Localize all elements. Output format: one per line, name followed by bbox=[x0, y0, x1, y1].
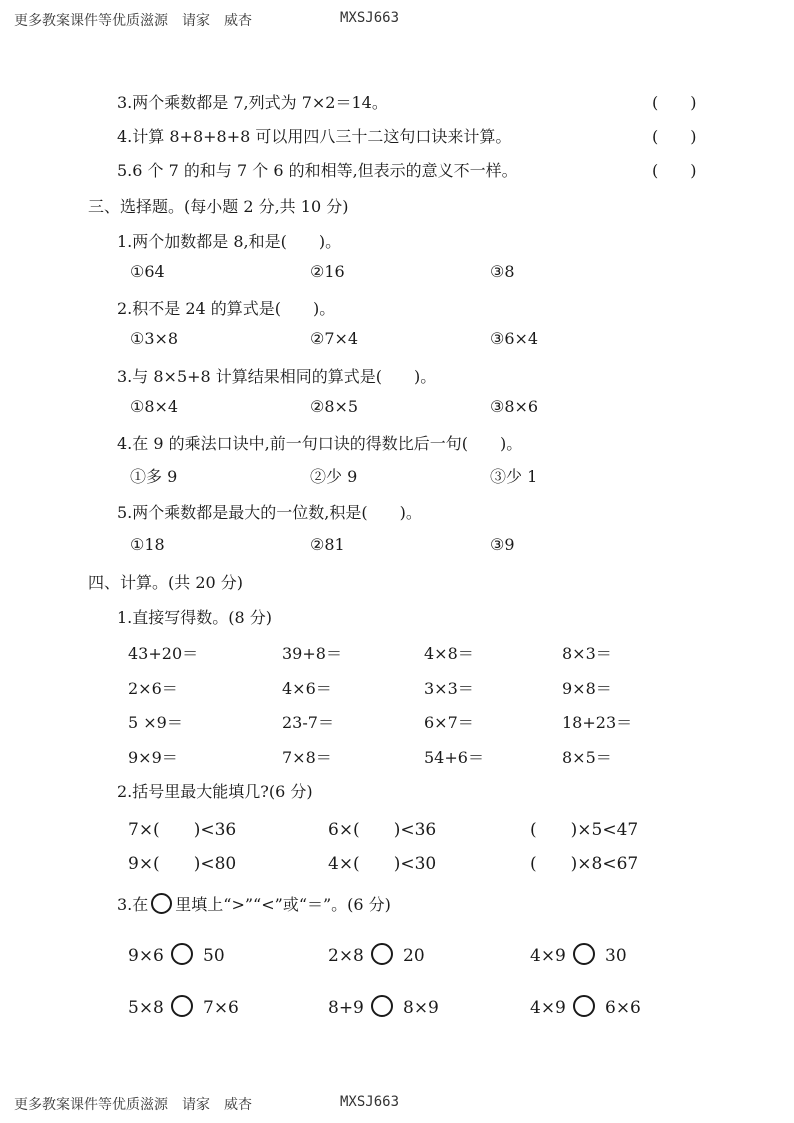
compare-circle[interactable] bbox=[171, 995, 193, 1017]
calc-cell[interactable]: 7×8＝ bbox=[282, 748, 332, 767]
compare-circle[interactable] bbox=[573, 943, 595, 965]
compare-circle[interactable] bbox=[171, 943, 193, 965]
calc-cell[interactable]: 43+20＝ bbox=[128, 644, 199, 663]
choice-1-option-2[interactable]: ②16 bbox=[310, 262, 345, 281]
choice-question-1: 1.两个加数都是 8,和是( )。 bbox=[117, 232, 342, 251]
calc-cell[interactable]: 6×7＝ bbox=[424, 713, 474, 732]
choice-4-option-2[interactable]: ②少 9 bbox=[310, 467, 358, 486]
calc-cell[interactable]: 2×6＝ bbox=[128, 679, 178, 698]
compare-right: 20 bbox=[403, 946, 425, 966]
choice-question-4: 4.在 9 的乘法口诀中,前一句口诀的得数比后一句( )。 bbox=[117, 434, 523, 453]
choice-3-option-3[interactable]: ③8×6 bbox=[490, 397, 539, 416]
section-title-calc: 四、计算。(共 20 分) bbox=[88, 573, 244, 592]
fill-blank-item[interactable]: 7×( )<36 bbox=[128, 820, 237, 840]
choice-question-3: 3.与 8×5+8 计算结果相同的算式是( )。 bbox=[117, 367, 437, 386]
choice-2-option-2[interactable]: ②7×4 bbox=[310, 329, 359, 348]
compare-left: 4×9 bbox=[530, 998, 566, 1018]
calc-cell[interactable]: 5 ×9＝ bbox=[128, 713, 183, 732]
compare-left: 5×8 bbox=[128, 998, 164, 1018]
calc-part2-title: 2.括号里最大能填几?(6 分) bbox=[117, 782, 313, 801]
footer-text: 更多教案课件等优质滋源 请家 威杏 bbox=[14, 1097, 252, 1113]
header-text: 更多教案课件等优质滋源 请家 威杏 bbox=[14, 13, 252, 29]
compare-left: 8+9 bbox=[328, 998, 364, 1018]
compare-right: 6×6 bbox=[605, 998, 641, 1018]
compare-circle[interactable] bbox=[573, 995, 595, 1017]
calc-cell[interactable]: 8×5＝ bbox=[562, 748, 612, 767]
compare-right: 7×6 bbox=[203, 998, 239, 1018]
judge-answer-3[interactable]: ( ) bbox=[652, 93, 697, 112]
choice-5-option-1[interactable]: ①18 bbox=[130, 535, 165, 554]
fill-blank-item[interactable]: ( )×8<67 bbox=[530, 854, 639, 874]
calc-cell[interactable]: 23-7＝ bbox=[282, 713, 334, 732]
choice-question-5: 5.两个乘数都是最大的一位数,积是( )。 bbox=[117, 503, 422, 522]
calc-cell[interactable]: 54+6＝ bbox=[424, 748, 484, 767]
part3-title-after: 里填上“>”“<”或“＝”。(6 分) bbox=[175, 895, 391, 914]
calc-cell[interactable]: 4×6＝ bbox=[282, 679, 332, 698]
choice-3-option-1[interactable]: ①8×4 bbox=[130, 397, 179, 416]
fill-blank-item[interactable]: ( )×5<47 bbox=[530, 820, 639, 840]
choice-question-2: 2.积不是 24 的算式是( )。 bbox=[117, 299, 336, 318]
calc-cell[interactable]: 9×8＝ bbox=[562, 679, 612, 698]
judge-answer-4[interactable]: ( ) bbox=[652, 127, 697, 146]
header-code: MXSJ663 bbox=[340, 10, 400, 26]
judge-item-5: 5.6 个 7 的和与 7 个 6 的和相等,但表示的意义不一样。 bbox=[117, 161, 518, 180]
choice-1-option-3[interactable]: ③8 bbox=[490, 262, 515, 281]
choice-5-option-2[interactable]: ②81 bbox=[310, 535, 345, 554]
choice-2-option-1[interactable]: ①3×8 bbox=[130, 329, 179, 348]
section-title-choice: 三、选择题。(每小题 2 分,共 10 分) bbox=[88, 197, 349, 216]
compare-right: 30 bbox=[605, 946, 627, 966]
choice-3-option-2[interactable]: ②8×5 bbox=[310, 397, 359, 416]
calc-cell[interactable]: 18+23＝ bbox=[562, 713, 633, 732]
circle-icon bbox=[151, 893, 172, 914]
footer-code: MXSJ663 bbox=[340, 1094, 400, 1110]
compare-circle[interactable] bbox=[371, 995, 393, 1017]
judge-answer-5[interactable]: ( ) bbox=[652, 161, 697, 180]
calc-cell[interactable]: 4×8＝ bbox=[424, 644, 474, 663]
fill-blank-item[interactable]: 4×( )<30 bbox=[328, 854, 437, 874]
calc-cell[interactable]: 9×9＝ bbox=[128, 748, 178, 767]
choice-4-option-3[interactable]: ③少 1 bbox=[490, 467, 538, 486]
calc-cell[interactable]: 39+8＝ bbox=[282, 644, 342, 663]
compare-left: 2×8 bbox=[328, 946, 364, 966]
part3-title-before: 3.在 bbox=[117, 895, 149, 914]
judge-item-4: 4.计算 8+8+8+8 可以用四八三十二这句口诀来计算。 bbox=[117, 127, 512, 146]
judge-item-3: 3.两个乘数都是 7,列式为 7×2＝14。 bbox=[117, 93, 388, 112]
choice-2-option-3[interactable]: ③6×4 bbox=[490, 329, 539, 348]
fill-blank-item[interactable]: 6×( )<36 bbox=[328, 820, 437, 840]
compare-right: 50 bbox=[203, 946, 225, 966]
choice-4-option-1[interactable]: ①多 9 bbox=[130, 467, 178, 486]
compare-right: 8×9 bbox=[403, 998, 439, 1018]
calc-cell[interactable]: 8×3＝ bbox=[562, 644, 612, 663]
compare-left: 4×9 bbox=[530, 946, 566, 966]
compare-circle[interactable] bbox=[371, 943, 393, 965]
choice-1-option-1[interactable]: ①64 bbox=[130, 262, 165, 281]
calc-part1-title: 1.直接写得数。(8 分) bbox=[117, 608, 273, 627]
compare-left: 9×6 bbox=[128, 946, 164, 966]
calc-cell[interactable]: 3×3＝ bbox=[424, 679, 474, 698]
calc-part3-title bbox=[117, 892, 391, 915]
fill-blank-item[interactable]: 9×( )<80 bbox=[128, 854, 237, 874]
choice-5-option-3[interactable]: ③9 bbox=[490, 535, 515, 554]
